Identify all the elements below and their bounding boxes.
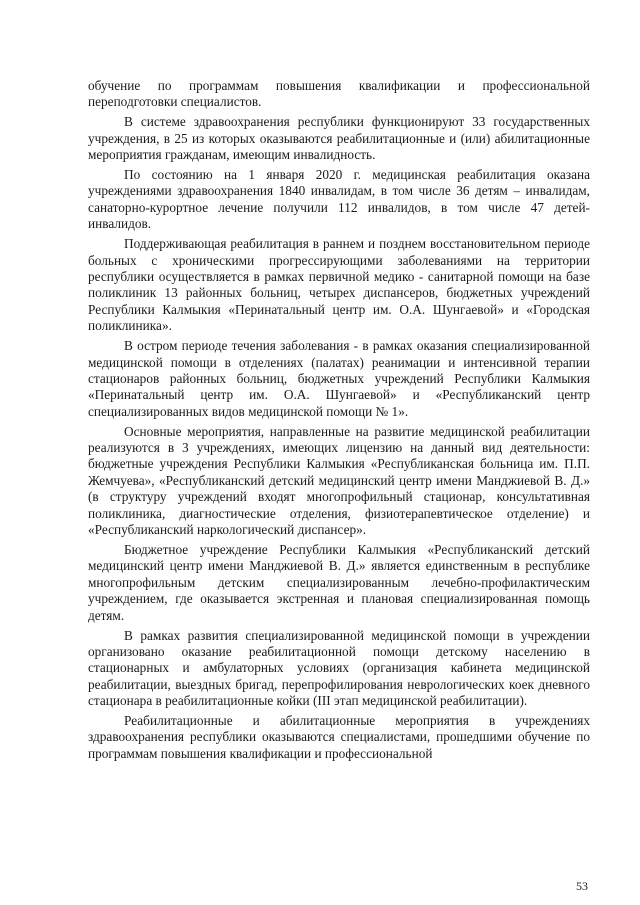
paragraph-children-center: Бюджетное учреждение Республики Калмыкия «Республиканский детский медицинский центр имени Манджиевой В. Д.» является единственным в республике многопрофильным детским специализированным лечебно-профилактическим учреждением, где оказывается экстренная и плановая специализированная помощь детям. <box>88 541 590 623</box>
paragraph-specialists-training: Реабилитационные и абилитационные мероприятия в учреждениях здравоохранения республики оказываются специалистами, прошедшими обучение по программам повышения квалификации и профессиональной <box>88 713 590 761</box>
paragraph-continuation: обучение по программам повышения квалификации и профессиональной переподготовки специалистов. <box>88 78 590 110</box>
document-body <box>88 78 590 766</box>
paragraph-acute-period: В остром периоде течения заболевания - в рамках оказания специализированной медицинской помощи в отделениях (палатах) реанимации и интенсивной терапии стационаров районных больниц, бюджетных учреждений Республики Калмыкия «Перинатальный центр им. О.А. Шунгаевой» и «Республиканский центр специализированных видов медицинской помощи № 1». <box>88 338 590 419</box>
paragraph-main-activities: Основные мероприятия, направленные на развитие медицинской реабилитации реализуются в 3 учреждениях, имеющих лицензию на данный вид деятельности: бюджетные учреждения Республики Калмыкия «Республиканская больница им. П.П. Жемчуева», «Республиканский детский медицинский центр имени Манджиевой В. Д.» (в структуру учреждений входят многопрофильный стационар, консультативная поликлиника, диагностические отделения, физиотерапевтическое отделение) и «Республиканский наркологический диспансер». <box>88 423 590 538</box>
paragraph-rehab-statistics: По состоянию на 1 января 2020 г. медицинская реабилитация оказана учреждениями здравоохранения 1840 инвалидам, в том числе 36 детям – инвалидам, санаторно-курортное лечение получили 112 инвалидов, в том числе 47 детей-инвалидов. <box>88 167 590 232</box>
paragraph-supportive-rehab: Поддерживающая реабилитация в раннем и позднем восстановительном периоде больных с хроническими прогрессирующими заболеваниями на территории республики осуществляется в рамках первичной медико - санитарной помощи на базе поликлиник 13 районных больниц, четырех диспансеров, бюджетных учреждений Республики Калмыкия «Перинатальный центр им. О.А. Шунгаевой» и «Городская поликлиника». <box>88 236 590 334</box>
paragraph-institutions-count: В системе здравоохранения республики функционируют 33 государственных учреждения, в 25 из которых оказываются реабилитационные и (или) абилитационные мероприятия гражданам, имеющим инвалидность. <box>88 114 590 163</box>
paragraph-specialized-care: В рамках развития специализированной медицинской помощи в учреждении организовано оказание реабилитационной помощи детскому населению в стационарных и амбулаторных условиях (организация кабинета медицинской реабилитации, выездных бригад, перепрофилирования неврологических коек дневного стационара в реабилитационные койки (III этап медицинской реабилитации). <box>88 627 590 709</box>
page-number: 53 <box>576 879 588 893</box>
